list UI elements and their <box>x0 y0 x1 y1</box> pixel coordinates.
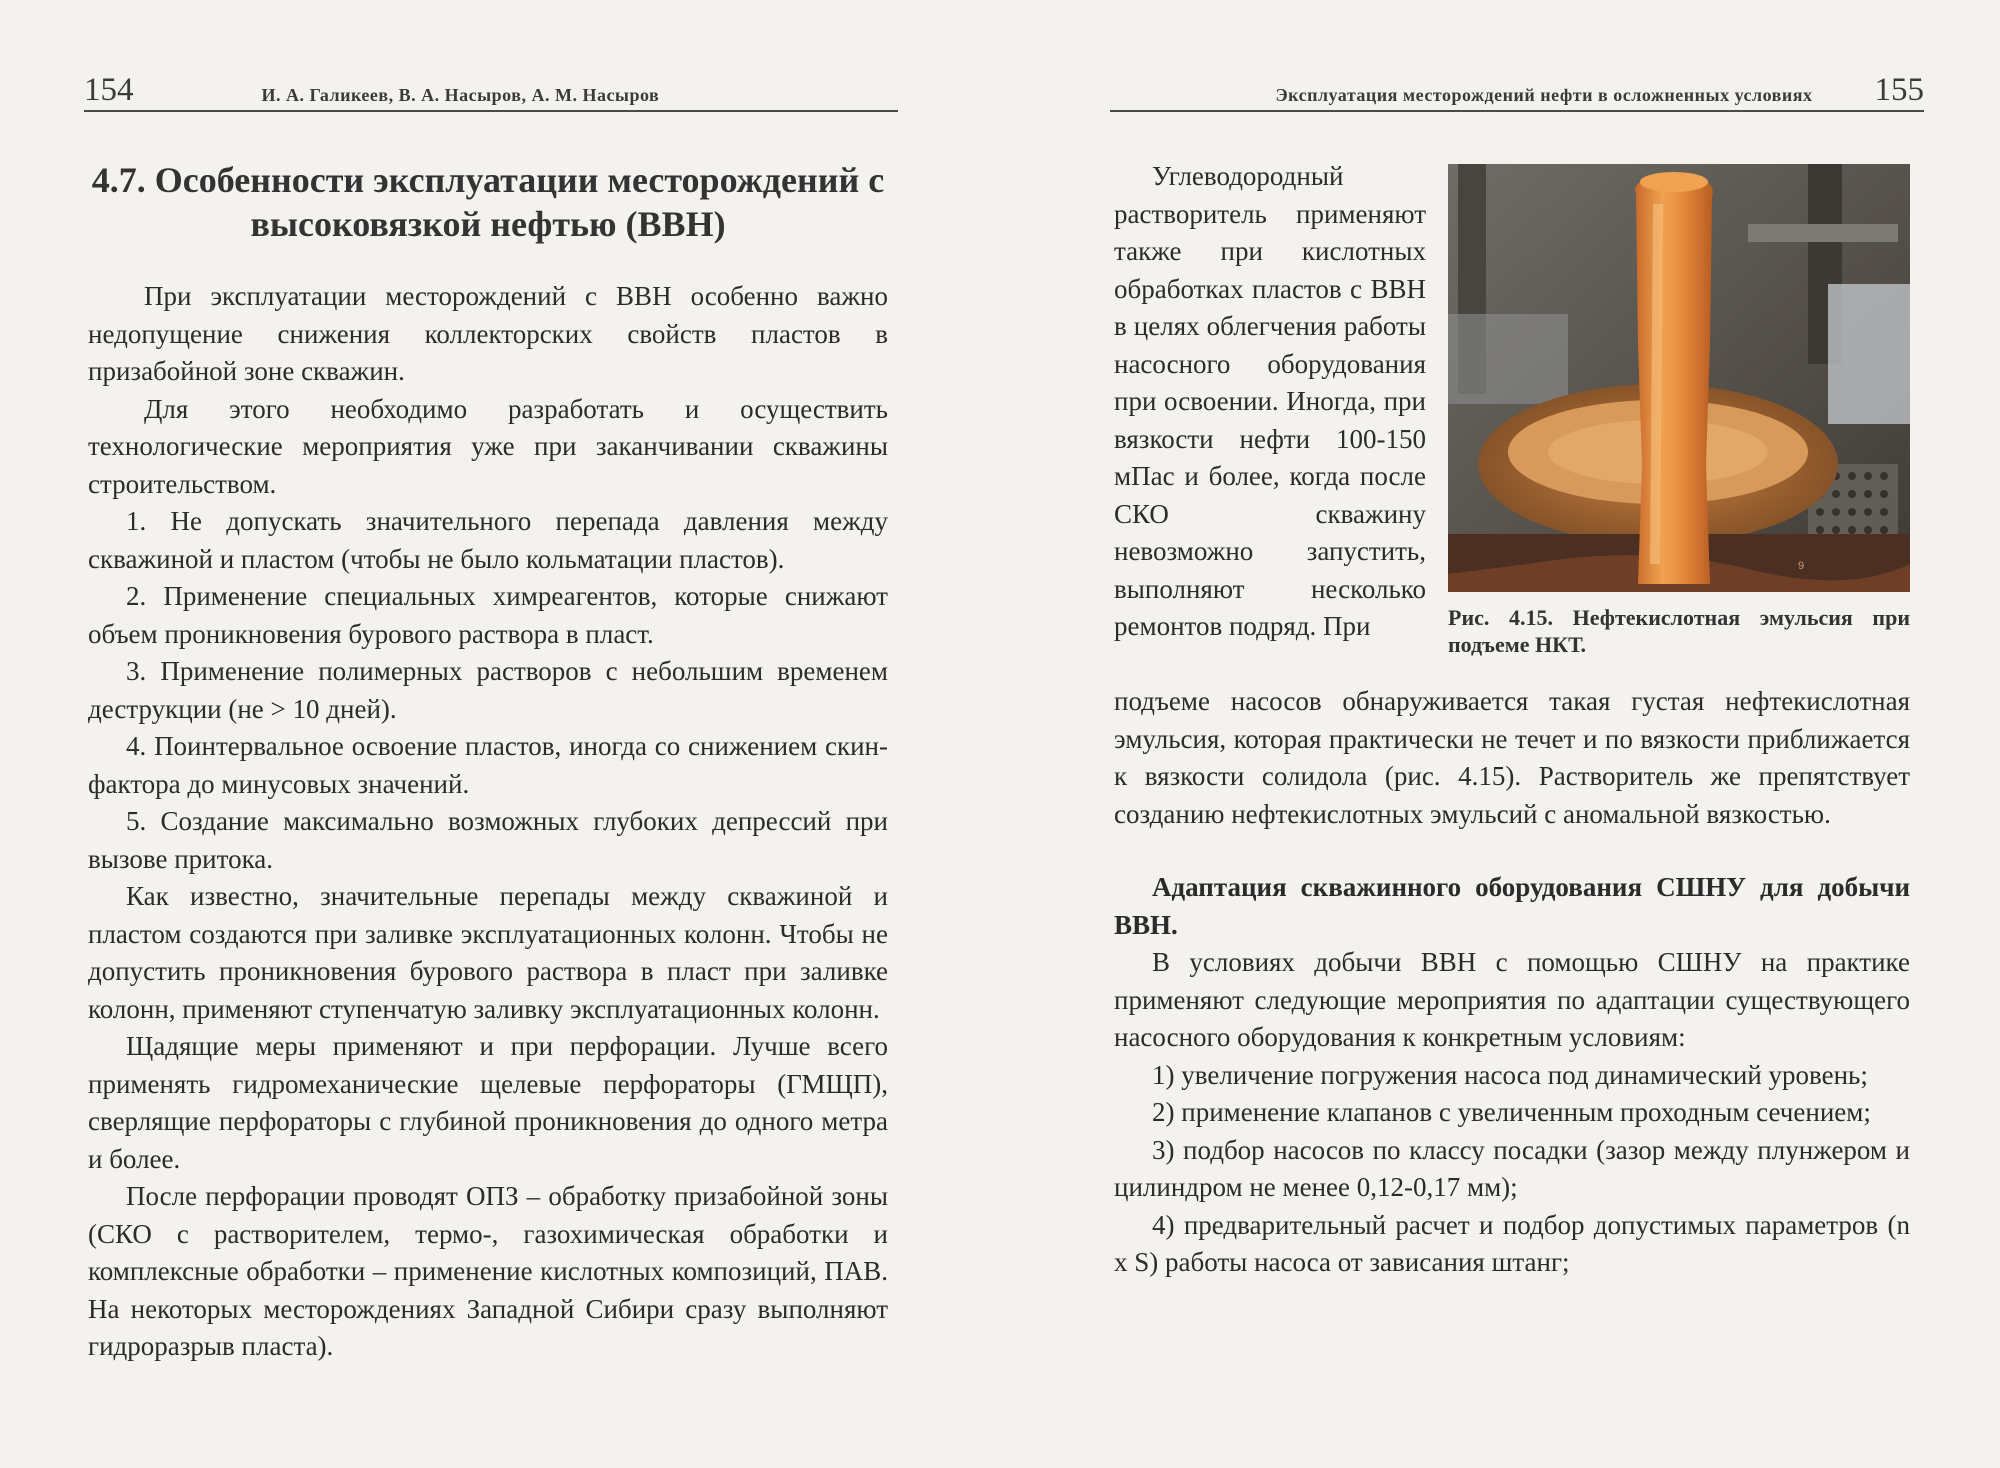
list-item: 2. Применение специальных химреагентов, которые снижают объем проникновения бурового раствора в пласт. <box>88 581 888 649</box>
figure-caption: Рис. 4.15. Нефтекислотная эмульсия при подъеме НКТ. <box>1448 605 1910 657</box>
right-page-header <box>1110 68 1924 112</box>
figure-emulsion-photo <box>1448 164 1910 592</box>
paragraph: При эксплуатации месторождений с ВВН особенно важно недопущение снижения коллекторских свойств пластов в призабойной зоне скважин. <box>88 281 888 386</box>
paragraph: В условиях добычи ВВН с помощью СШНУ на практике применяют следующие мероприятия по адаптации существующего насосного оборудования к конкретным условиям: <box>1114 947 1910 1052</box>
paragraph: Как известно, значительные перепады между скважиной и пластом создаются при заливке эксплуатационных колонн. Чтобы не допустить проникновения бурового раствора в пласт при заливке колонн, применяют ступенчатую заливку эксплуатационных колонн. <box>88 881 888 1024</box>
list-item: 4. Поинтервальное освоение пластов, иногда со снижением скин-фактора до минусовых значений. <box>88 731 888 799</box>
list-item: 5. Создание максимально возможных глубоких депрессий при вызове притока. <box>88 806 888 874</box>
paragraph: Для этого необходимо разработать и осуществить технологические мероприятия уже при заканчивании скважины строительством. <box>88 393 888 499</box>
section-title: 4.7. Особенности эксплуатации месторождений с высоковязкой нефтью (ВВН) <box>91 160 885 244</box>
paragraph: подъеме насосов обнаруживается такая густая нефтекислотная эмульсия, которая практически не течет и по вязкости приближается к вязкости солидола (рис. 4.15). Растворитель же препятствует созданию нефтекислотных эмульсий с аномальной вязкостью. <box>1114 686 1910 829</box>
page-number: 155 <box>1874 72 1924 108</box>
left-page-header <box>84 68 898 112</box>
paragraph: После перфорации проводят ОПЗ – обработку призабойной зоны (СКО с растворителем, термо-, газохимическая обработки и комплексные обработки – применение кислотных композиций, ПАВ. На некоторых месторождениях Западной Сибири сразу выполняют гидроразрыв пласта). <box>88 1181 888 1361</box>
running-head: Эксплуатация месторождений нефти в осложненных условиях <box>1275 85 1813 105</box>
paragraph: Углеводородный растворитель применяют также при кислотных обработках пластов с ВВН в целях облегчения работы насосного оборудования при освоении. Иногда, при вязкости нефти 100-150 мПас и более, когда после СКО скважину невозможно запустить, выполняют несколько ремонтов подряд. При <box>1114 161 1426 641</box>
list-item: 3) подбор насосов по классу посадки (зазор между плунжером и цилиндром не менее 0,12-0,17 мм); <box>1114 1134 1910 1202</box>
list-item: 3. Применение полимерных растворов с небольшим временем деструкции (не > 10 дней). <box>88 656 888 724</box>
paragraph: Щадящие меры применяют и при перфорации. Лучше всего применять гидромеханические щелевые перфораторы (ГМЩП), сверлящие перфораторы с глубиной проникновения до одного метра и более. <box>88 1031 888 1174</box>
wrapped-paragraph <box>1114 158 1426 646</box>
list-item: 2) применение клапанов с увеличенным проходным сечением; <box>1152 1097 1871 1127</box>
subheading: Адаптация скважинного оборудования СШНУ для добычи ВВН. <box>1114 872 1910 940</box>
list-item: 1) увеличение погружения насоса под динамический уровень; <box>1152 1059 1868 1090</box>
list-item: 1. Не допускать значительного перепада давления между скважиной и пластом (чтобы не было кольматации пластов). <box>88 506 888 574</box>
svg-text:9: 9 <box>1798 560 1805 572</box>
running-head: И. А. Галикеев, В. А. Насыров, А. М. Насыров <box>261 85 660 105</box>
right-body-text <box>1114 683 1910 1282</box>
list-item: 4) предварительный расчет и подбор допустимых параметров (n x S) работы насоса от зависания штанг; <box>1114 1209 1910 1277</box>
right-page <box>1000 0 2000 1468</box>
left-body-text <box>88 278 888 1366</box>
page-number: 154 <box>84 72 134 108</box>
